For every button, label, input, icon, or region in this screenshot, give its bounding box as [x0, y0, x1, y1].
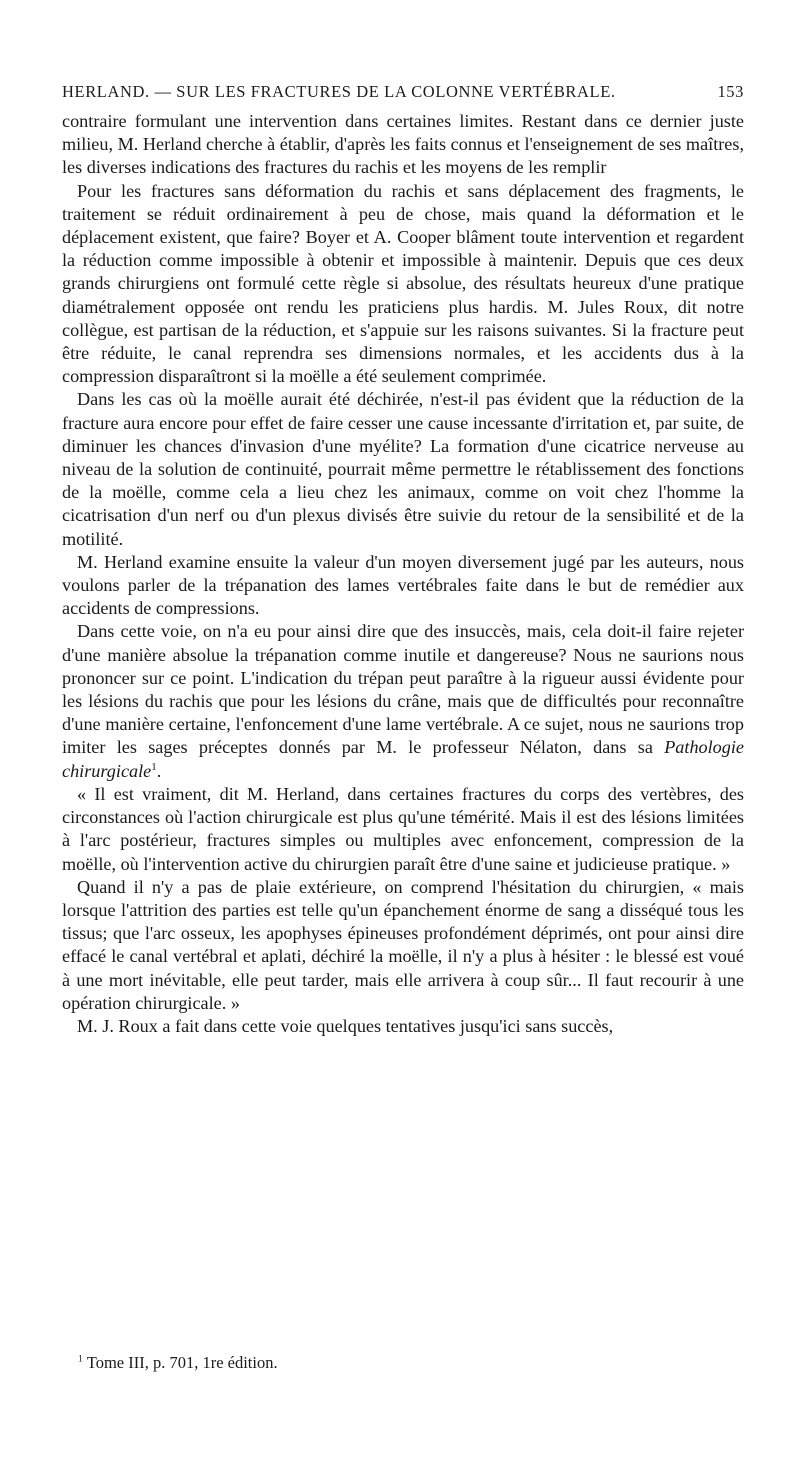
- body-text: [62, 110, 744, 1038]
- paragraph-5-text: Dans cette voie, on n'a eu pour ainsi dire que des insuccès, mais, cela doit-il faire rejeter d'une manière absolue la trépanation comme inutile et dangereuse? Nous ne saurions nous prononcer sur ce point. L'indication du trépan peut paraître à la rigueur aussi évidente pour les lésions du rachis que pour les lésions du crâne, mais que de difficultés pour reconnaître d'une manière certaine, l'enfoncement d'une lame vertébrale. A ce sujet, nous ne saurions trop imiter les sages préceptes donnés par M. le professeur Nélaton, dans sa: [62, 621, 744, 758]
- paragraph-1: contraire formulant une intervention dans certaines limites. Restant dans ce dernier juste milieu, M. Herland cherche à établir, d'après les faits connus et l'enseignement de ses maîtres, les diverses indications des fractures du rachis et les moyens de les remplir: [62, 111, 744, 178]
- paragraph-5: [62, 620, 744, 782]
- paragraph-2: Pour les fractures sans déformation du rachis et sans déplacement des fragments, le traitement se réduit ordinairement à peu de chose, mais quand la déformation et le déplacement existent, que faire? Boyer et A. Cooper blâment toute intervention et regardent la réduction comme impossible à obtenir et impossible à maintenir. Depuis que ces deux grands chirurgiens ont formulé cette règle si absolue, des résultats heureux d'une pratique diamétralement opposée ont rendu les praticiens plus hardis. M. Jules Roux, dit notre collègue, est partisan de la réduction, et s'appuie sur les raisons suivantes. Si la fracture peut être réduite, le canal reprendra ses dimensions normales, et les accidents dus à la compression disparaîtront si la moëlle a été seulement comprimée.: [62, 180, 744, 387]
- running-head-title: HERLAND. — SUR LES FRACTURES DE LA COLONNE VERTÉBRALE.: [62, 82, 616, 101]
- paragraph-4: M. Herland examine ensuite la valeur d'un moyen diversement jugé par les auteurs, nous voulons parler de la trépanation des lames vertébrales faite dans le but de remédier aux accidents de compressions.: [62, 551, 744, 619]
- paragraph-6: « Il est vraiment, dit M. Herland, dans certaines fractures du corps des vertèbres, des circonstances où l'action chirurgicale est plus qu'une témérité. Mais il est des lésions limitées à l'arc postérieur, fractures simples ou multiples avec enfoncement, compression de la moëlle, où l'intervention active du chirurgien paraît être d'une saine et judicieuse pratique. »: [62, 783, 744, 874]
- page-number: 153: [717, 82, 744, 101]
- paragraph-7: Quand il n'y a pas de plaie extérieure, on comprend l'hésitation du chirurgien, « mais lorsque l'attrition des parties est telle qu'un épanchement énorme de sang a disséqué tous les tissus; que l'arc osseux, les apophyses épineuses profondément déprimés, ont pour ainsi dire effacé le canal vertébral et aplati, déchiré la moëlle, il n'y a plus à hésiter : le blessé est voué à une mort inévitable, elle peut tarder, mais elle arrivera à coup sûr... Il faut recourir à une opération chirurgicale. »: [62, 876, 744, 1013]
- footnote: [78, 1353, 678, 1373]
- paragraph-3: Dans les cas où la moëlle aurait été déchirée, n'est-il pas évident que la réduction de la fracture aura encore pour effet de faire cesser une cause incessante d'irritation et, par suite, de diminuer les chances d'invasion d'une myélite? La formation d'une cicatrice nerveuse au niveau de la solution de continuité, pourrait même permettre le rétablissement des fonctions de la moëlle, comme cela a lieu chez les animaux, comme on voit chez l'homme la cicatrisation d'un nerf ou d'un plexus divisés être suivie du retour de la sensibilité et de la motilité.: [62, 389, 744, 549]
- book-title: Pathologie chirurgicale: [62, 737, 744, 781]
- paragraph-8: M. J. Roux a fait dans cette voie quelques tentatives jusqu'ici sans succès,: [77, 1015, 614, 1036]
- running-head: [62, 82, 744, 104]
- footnote-ref: 1: [151, 760, 157, 773]
- paragraph-5-period: .: [156, 760, 162, 781]
- footnote-text: Tome III, p. 701, 1re édition.: [86, 1353, 278, 1372]
- footnote-marker: 1: [78, 1353, 83, 1365]
